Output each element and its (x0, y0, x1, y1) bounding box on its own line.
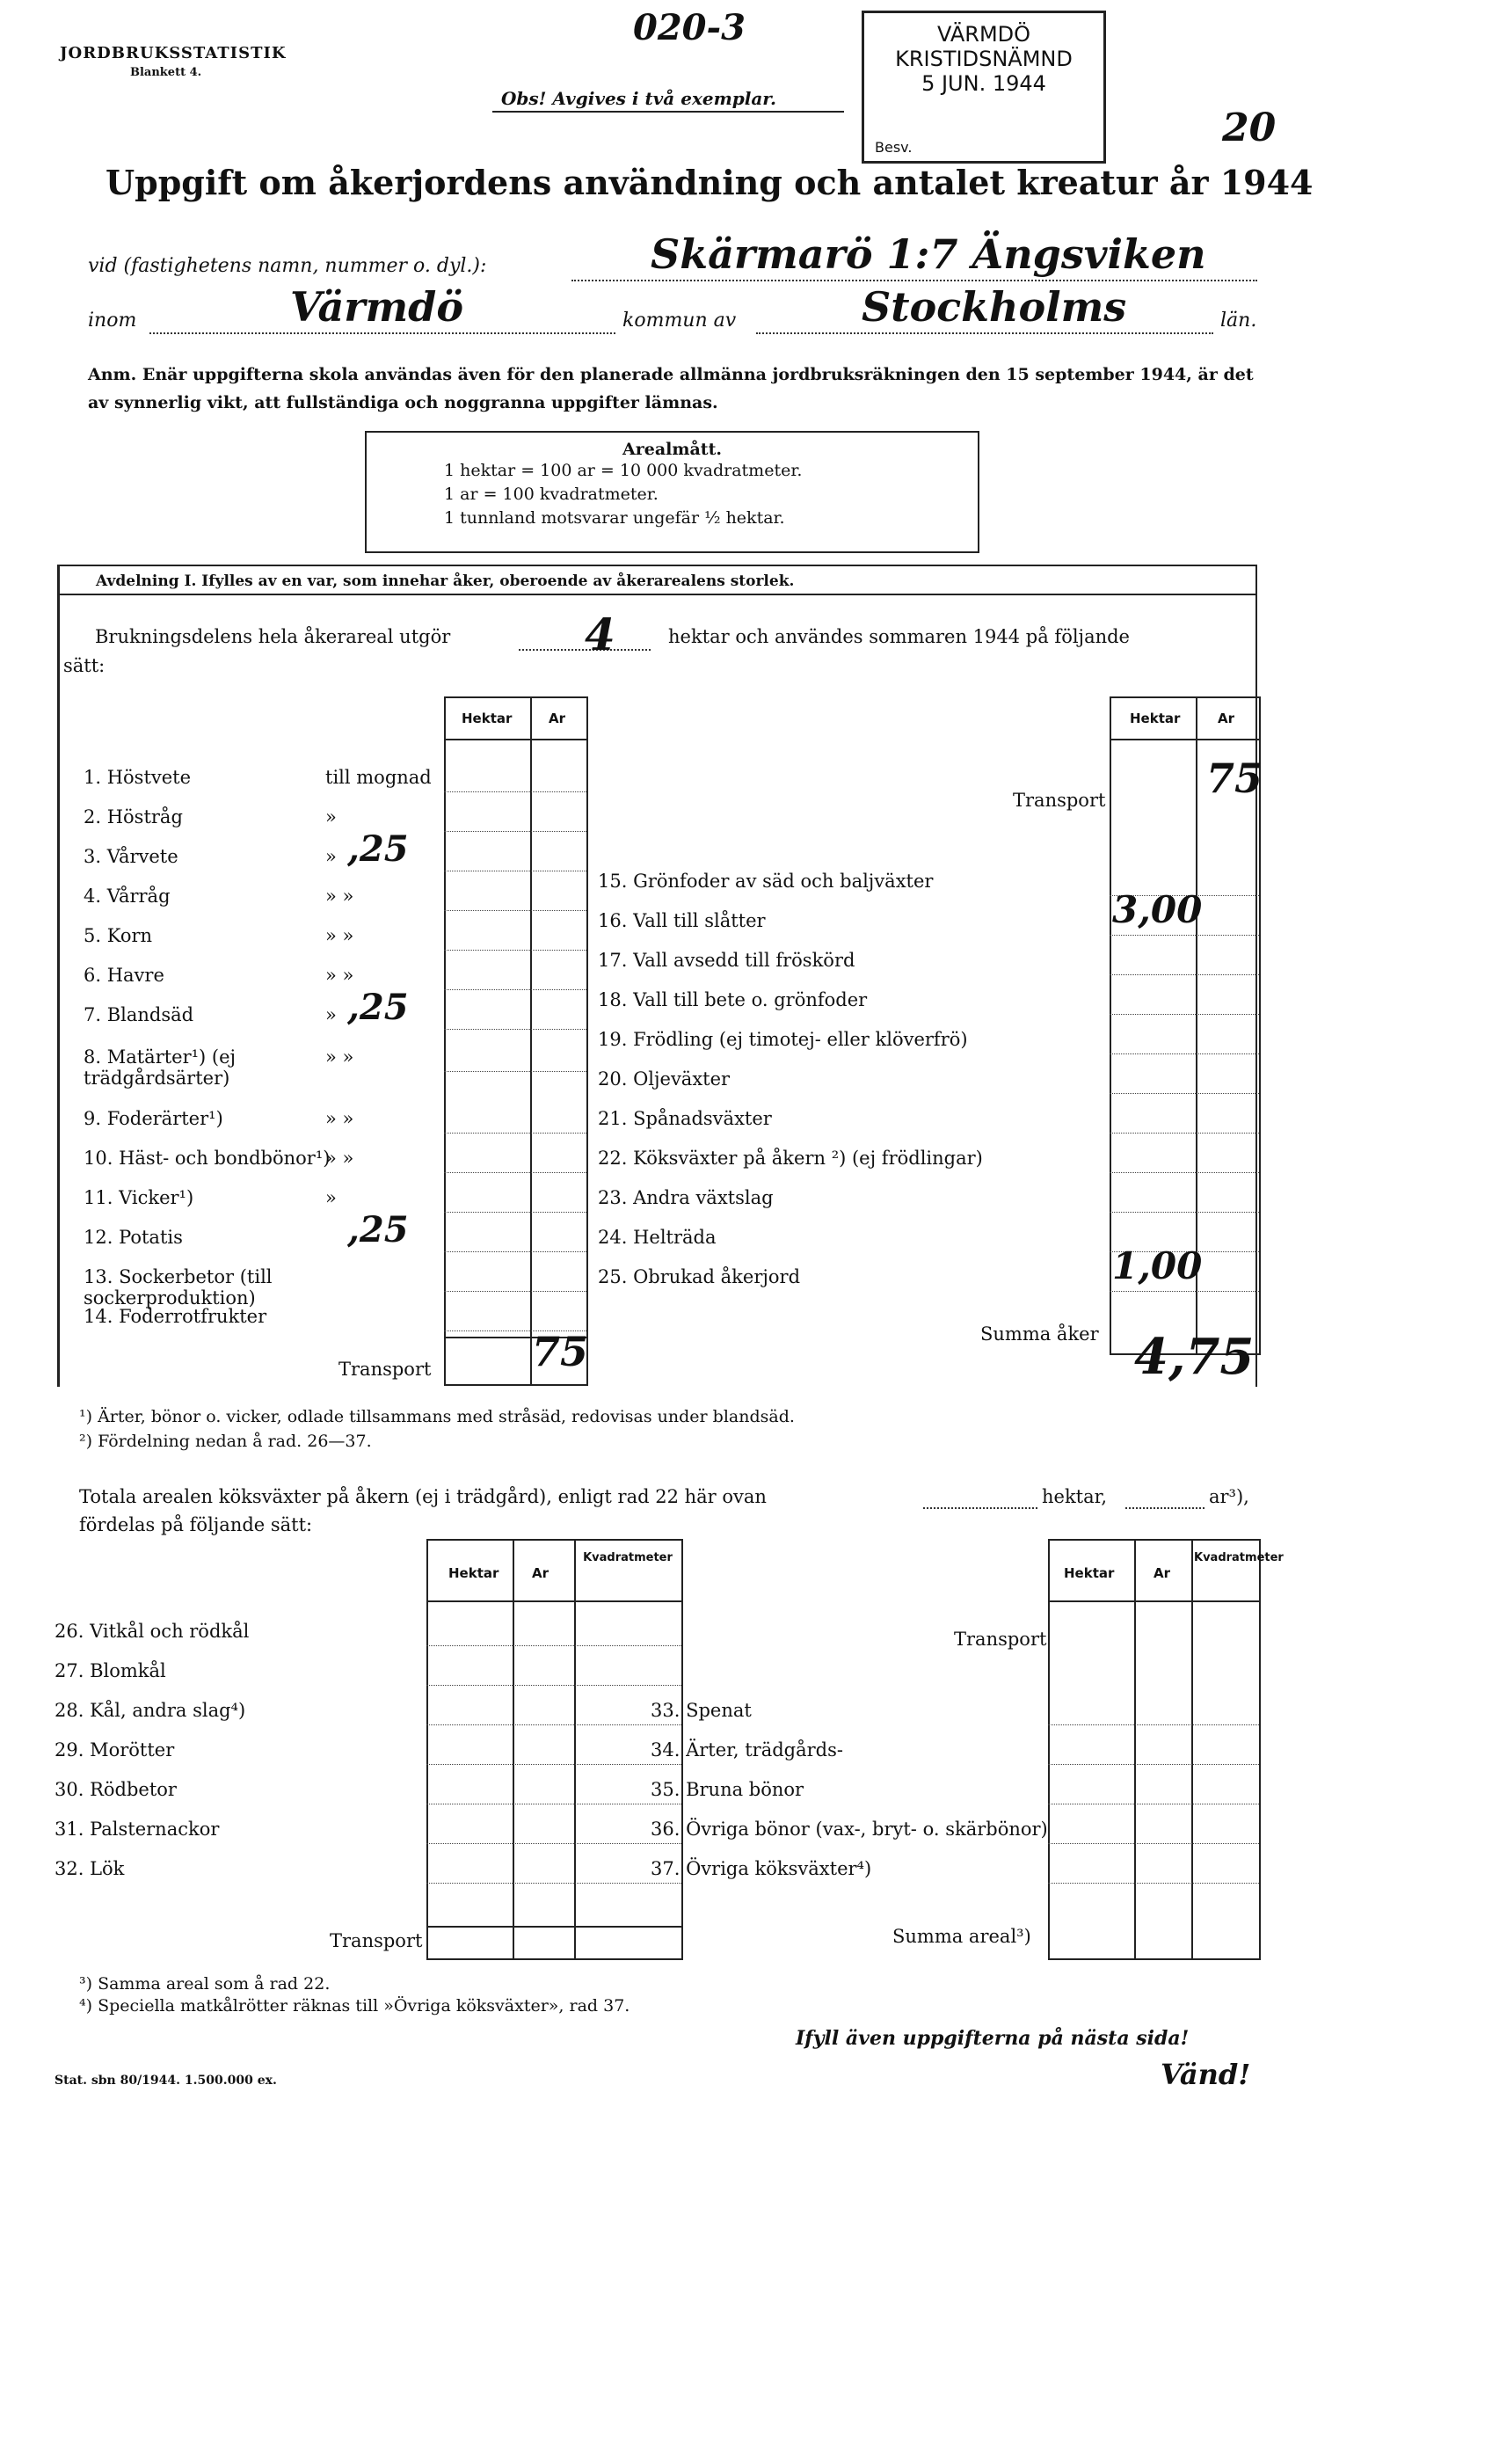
s2-left-row-line (426, 1843, 681, 1844)
s2-left-row-label: 26. Vitkål och rödkål (55, 1621, 250, 1642)
left-row-line (444, 1172, 586, 1173)
s2-right-row-line (1048, 1764, 1259, 1765)
s2-right-col-kvm: Kvadratmeter (1194, 1551, 1284, 1564)
org-name: JORDBRUKSSTATISTIK (60, 44, 287, 62)
left-row-label: 14. Foderrotfrukter (84, 1306, 267, 1327)
s2-right-row-label: 34. Ärter, trädgårds- (651, 1739, 843, 1761)
left-row-label: 2. Höstråg (84, 806, 183, 827)
s2-right-row-label: 37. Övriga köksväxter⁴) (651, 1858, 872, 1879)
footnote: ⁴) Speciella matkålrötter räknas till »Övriga köksväxter», rad 37. (79, 1996, 630, 2016)
left-row-note: » » (325, 1148, 354, 1169)
s2-right-col-hektar: Hektar (1064, 1565, 1115, 1581)
arealmatt-box (365, 431, 979, 553)
left-row-label: 12. Potatis (84, 1227, 183, 1248)
s2-right-row-label: 36. Övriga bönor (vax-, bryt- o. skärbönor) (651, 1819, 1048, 1840)
right-row-line (1110, 1053, 1259, 1054)
s2-left-row-label: 30. Rödbetor (55, 1779, 177, 1800)
footnote: ³) Samma areal som å rad 22. (79, 1974, 331, 1994)
left-transport-label: Transport (338, 1359, 432, 1380)
left-row-line (444, 1291, 586, 1292)
left-row-note: » » (325, 1046, 354, 1068)
s2-right-row-label: 35. Bruna bönor (651, 1779, 804, 1800)
stamp-date: 5 JUN. 1944 (921, 71, 1046, 96)
left-row-line (444, 1212, 586, 1213)
s2-left-row-label: 27. Blomkål (55, 1660, 166, 1681)
page-mark: 20 (1222, 106, 1277, 150)
right-row-label: 22. Köksväxter på åkern ²) (ej frödlingar) (598, 1148, 983, 1169)
right-row-label: 20. Oljeväxter (598, 1068, 731, 1090)
s2-left-row-line (426, 1685, 681, 1686)
right-row-line (1110, 1212, 1259, 1213)
left-row-label: 8. Matärter¹) (ej trädgårdsärter) (84, 1046, 237, 1089)
reference-number: 020-3 (633, 7, 746, 48)
left-row-label: 1. Höstvete (84, 767, 192, 788)
received-stamp (862, 11, 1106, 164)
anm-note: Anm. Enär uppgifterna skola användas även för den planerade allmänna jordbruksräkningen den 15 september 1944, är det av synnerlig vikt, att fullständiga och noggranna uppgifter lämnas. (88, 365, 1254, 412)
inom-value: Värmdö (290, 283, 464, 331)
s2-right-row-line (1048, 1724, 1259, 1725)
s2-right-transport: Transport (954, 1629, 1047, 1650)
left-row-line (444, 1133, 586, 1134)
s2-summa: Summa areal³) (892, 1926, 1031, 1947)
left-row-note: » (325, 846, 337, 867)
stamp-line1: VÄRMDÖ (936, 22, 1031, 47)
left-row-note: » (325, 806, 337, 827)
form-number: Blankett 4. (130, 66, 202, 79)
s2-left-row-line (426, 1724, 681, 1725)
left-row-label: 11. Vicker¹) (84, 1187, 194, 1208)
s2-left-row-label: 29. Morötter (55, 1739, 175, 1761)
total-area-value: 4 (585, 609, 615, 660)
handwritten-value: ,25 (347, 1209, 409, 1250)
ifyll-note: Ifyll även uppgifterna på nästa sida! (796, 2027, 1190, 2050)
stamp-line2: KRISTIDSNÄMND (895, 47, 1073, 71)
s2-left-row-label: 28. Kål, andra slag⁴) (55, 1700, 246, 1721)
s2-left-row-line (426, 1764, 681, 1765)
right-transport-label: Transport (1013, 790, 1106, 811)
left-row-line (444, 910, 586, 911)
left-row-line (444, 989, 586, 990)
section2-intro-d: fördelas på följande sätt: (79, 1514, 313, 1535)
section1-intro-b: hektar och användes sommaren 1944 på följande (668, 626, 1130, 647)
kommun-label: kommun av (622, 310, 737, 332)
s2-right-row-line (1048, 1843, 1259, 1844)
print-info: Stat. sbn 80/1944. 1.500.000 ex. (55, 2074, 277, 2088)
left-transport-value: 75 (532, 1328, 589, 1375)
right-row-label: 24. Helträda (598, 1227, 717, 1248)
page-title: Uppgift om åkerjordens användning och antalet kreatur år 1944 (106, 163, 1314, 202)
right-row-value: 1,00 (1112, 1244, 1203, 1287)
left-row-line (444, 950, 586, 951)
section2-intro-b: hektar, (1042, 1486, 1108, 1507)
s2-right-row-label: 33. Spenat (651, 1700, 752, 1721)
right-row-label: 17. Vall avsedd till fröskörd (598, 950, 855, 971)
stamp-besv: Besv. (875, 139, 913, 156)
section2-intro-a: Totala arealen köksväxter på åkern (ej i trädgård), enligt rad 22 här ovan (79, 1486, 767, 1507)
section1-header: Avdelning I. Ifylles av en var, som innehar åker, oberoende av åkerarealens storlek. (57, 565, 1257, 595)
left-row-label: 9. Foderärter¹) (84, 1108, 223, 1129)
left-row-note: » » (325, 886, 354, 907)
s2-right-row-line (1048, 1883, 1259, 1884)
left-col-hektar: Hektar (462, 711, 513, 726)
left-row-line (444, 1251, 586, 1252)
left-row-label: 7. Blandsäd (84, 1004, 194, 1025)
left-row-label: 5. Korn (84, 925, 153, 946)
right-row-label: 23. Andra växtslag (598, 1187, 774, 1208)
left-row-note: » » (325, 1108, 354, 1129)
vid-dotline (571, 280, 1257, 281)
left-row-line (444, 831, 586, 832)
right-row-label: 15. Grönfoder av säd och baljväxter (598, 871, 934, 892)
right-col-hektar: Hektar (1130, 711, 1181, 726)
left-grid-divider (530, 696, 532, 1384)
s2-right-col-ar: Ar (1154, 1565, 1171, 1581)
left-grid (444, 696, 588, 1386)
right-row-line (1110, 1014, 1259, 1015)
left-row-label: 3. Vårvete (84, 846, 178, 867)
right-row-line (1110, 1291, 1259, 1292)
arealmatt-row: 1 hektar = 100 ar = 10 000 kvadratmeter. (444, 461, 803, 480)
right-row-label: 19. Frödling (ej timotej- eller klöverfrö) (598, 1029, 968, 1050)
left-row-note: » » (325, 965, 354, 986)
section1-intro-a: Brukningsdelens hela åkerareal utgör (95, 626, 451, 647)
lan-label: län. (1220, 310, 1257, 332)
left-row-note: » (325, 1004, 337, 1025)
vand-note: Vänd! (1161, 2058, 1251, 2091)
vid-value: Skärmarö 1:7 Ängsviken (651, 230, 1206, 278)
right-row-line (1110, 1133, 1259, 1134)
summa-value: 4,75 (1134, 1328, 1255, 1386)
obs-note: Obs! Avgives i två exemplar. (501, 88, 776, 109)
inom-label: inom (88, 310, 137, 332)
s2-left-transport: Transport (330, 1930, 423, 1951)
right-row-label: 21. Spånadsväxter (598, 1108, 772, 1129)
left-row-line (444, 1071, 586, 1072)
left-row-label: 10. Häst- och bondbönor¹) (84, 1148, 331, 1169)
inom-dotline (149, 332, 615, 334)
s2-left-row-label: 31. Palsternackor (55, 1819, 220, 1840)
handwritten-value: ,25 (347, 828, 409, 870)
right-row-label: 18. Vall till bete o. grönfoder (598, 989, 868, 1010)
section1-intro-c: sätt: (63, 655, 106, 676)
left-row-note: » » (325, 925, 354, 946)
lan-value: Stockholms (862, 283, 1127, 331)
s2-left-col-ar: Ar (532, 1565, 549, 1581)
s2-left-row-line (426, 1883, 681, 1884)
left-row-line (444, 791, 586, 792)
right-col-ar: Ar (1218, 711, 1235, 726)
right-row-line (1110, 935, 1259, 936)
s2-left-row-label: 32. Lök (55, 1858, 125, 1879)
arealmatt-row: 1 tunnland motsvarar ungefär ½ hektar. (444, 508, 785, 528)
right-row-value: 3,00 (1112, 888, 1203, 931)
vid-label: vid (fastighetens namn, nummer o. dyl.): (88, 255, 487, 277)
s2-left-col-kvm: Kvadratmeter (583, 1551, 673, 1564)
section2-intro-c: ar³), (1209, 1486, 1249, 1507)
s2-left-row-line (426, 1645, 681, 1646)
right-row-line (1110, 1172, 1259, 1173)
right-row-line (1110, 1093, 1259, 1094)
summa-label: Summa åker (980, 1323, 1099, 1345)
handwritten-value: ,25 (347, 987, 409, 1028)
right-row-line (1110, 974, 1259, 975)
left-row-label: 13. Sockerbetor (till sockerproduktion) (84, 1266, 273, 1309)
right-transport-value: 75 (1206, 755, 1263, 802)
left-col-ar: Ar (549, 711, 566, 726)
arealmatt-title: Arealmått. (622, 440, 722, 459)
footnote: ¹) Ärter, bönor o. vicker, odlade tillsammans med stråsäd, redovisas under blandsäd. (79, 1407, 795, 1426)
lan-dotline (756, 332, 1213, 334)
left-row-label: 6. Havre (84, 965, 164, 986)
left-row-note: till mognad (325, 767, 432, 788)
arealmatt-row: 1 ar = 100 kvadratmeter. (444, 485, 659, 504)
left-row-line (444, 1029, 586, 1030)
left-row-label: 4. Vårråg (84, 886, 171, 907)
left-row-note: » (325, 1187, 337, 1208)
right-row-label: 16. Vall till slåtter (598, 910, 766, 931)
footnote: ²) Fördelning nedan å rad. 26—37. (79, 1432, 372, 1451)
right-row-label: 25. Obrukad åkerjord (598, 1266, 801, 1287)
s2-left-col-hektar: Hektar (448, 1565, 499, 1581)
obs-underline (492, 111, 844, 113)
